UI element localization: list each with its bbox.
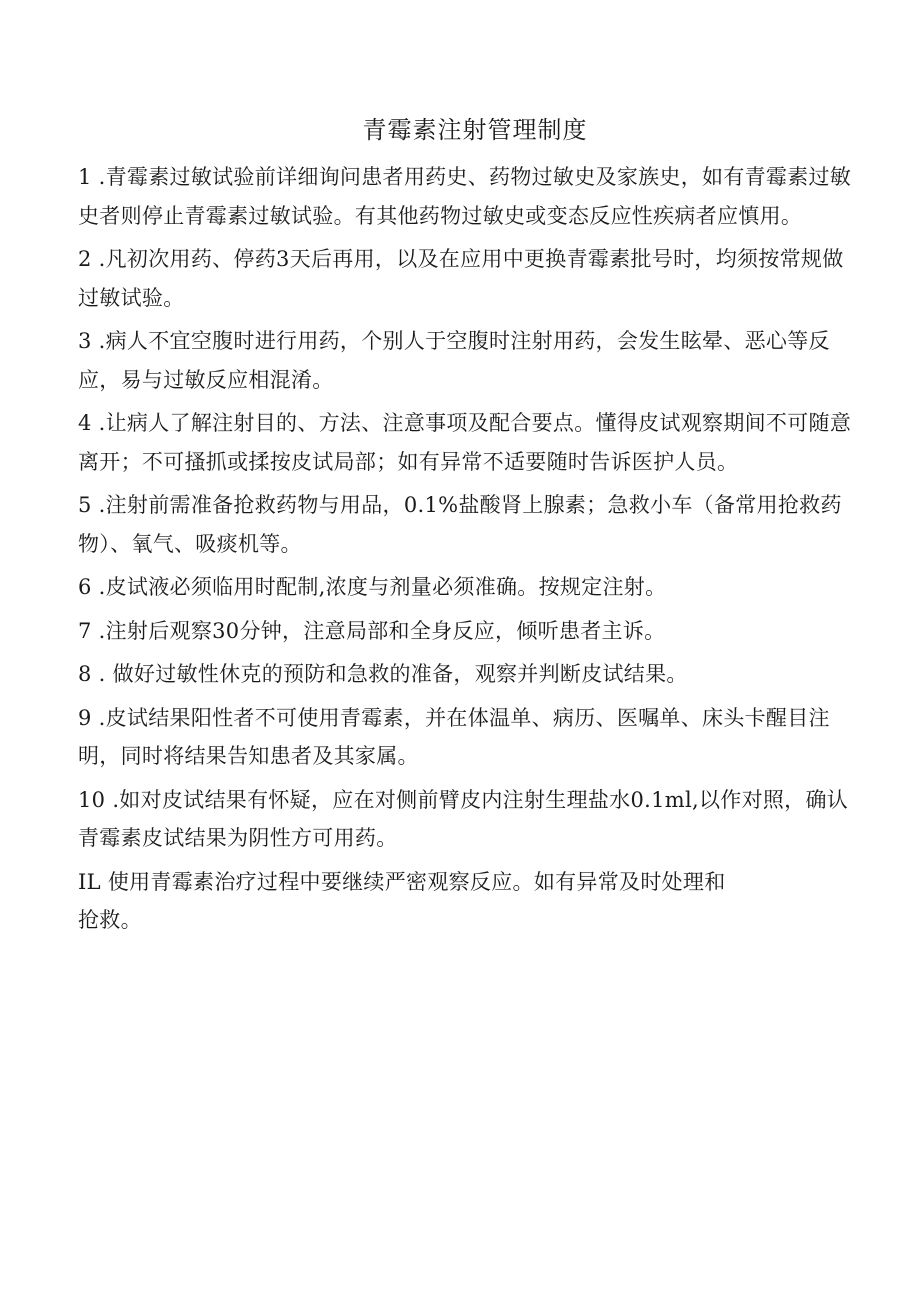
rule-number: 4 bbox=[78, 411, 92, 435]
rule-item-5 bbox=[78, 486, 860, 563]
rule-item-10 bbox=[78, 781, 860, 858]
rule-item-4 bbox=[78, 404, 860, 481]
rule-text: .皮试液必须临用时配制,浓度与剂量必须准确。按规定注射。 bbox=[98, 575, 667, 599]
rule-item-3 bbox=[78, 322, 860, 399]
rule-text: 使用青霉素治疗过程中要继续严密观察反应。如有异常及时处理和抢救。 bbox=[78, 869, 726, 932]
rule-number: 2 bbox=[78, 247, 92, 271]
rule-number: 10 bbox=[78, 787, 106, 812]
rule-number: 9 bbox=[78, 705, 92, 730]
document-title: 青霉素注射管理制度 bbox=[362, 116, 588, 144]
rule-number: 1 bbox=[78, 165, 92, 189]
rule-item-1 bbox=[78, 158, 860, 235]
rule-item-9 bbox=[78, 699, 860, 776]
rule-text: .皮试结果阳性者不可使用青霉素，并在体温单、病历、医嘱单、床头卡醒目注明，同时将结果告知患者及其家属。 bbox=[78, 705, 830, 768]
rule-number: 6 bbox=[78, 575, 92, 599]
rule-number: 7 bbox=[78, 618, 92, 643]
rule-number: 8 bbox=[78, 662, 92, 686]
rule-number: 3 bbox=[78, 329, 92, 353]
rule-item-6 bbox=[78, 568, 860, 607]
rule-item-11 bbox=[78, 863, 860, 940]
rule-text: .注射前需准备抢救药物与用品，0.1%盐酸肾上腺素；急救小车（备常用抢救药物）、氧气、吸痰机等。 bbox=[78, 493, 842, 556]
rule-text: .青霉素过敏试验前详细询问患者用药史、药物过敏史及家族史，如有青霉素过敏史者则停止青霉素过敏试验。有其他药物过敏史或变态反应性疾病者应慎用。 bbox=[78, 165, 852, 228]
rule-text: .凡初次用药、停药3天后再用，以及在应用中更换青霉素批号时，均须按常规做过敏试验。 bbox=[78, 247, 844, 310]
rule-text: .让病人了解注射目的、方法、注意事项及配合要点。懂得皮试观察期间不可随意离开；不可搔抓或揉按皮试局部；如有异常不适要随时告诉医护人员。 bbox=[78, 411, 852, 474]
rule-number: 5 bbox=[78, 493, 92, 517]
rule-item-2 bbox=[78, 240, 860, 317]
rule-text: . 做好过敏性休克的预防和急救的准备，观察并判断皮试结果。 bbox=[98, 662, 688, 686]
rule-text: .注射后观察30分钟，注意局部和全身反应，倾听患者主诉。 bbox=[98, 618, 666, 643]
rule-item-7 bbox=[78, 612, 860, 651]
rule-number: IL bbox=[78, 869, 101, 894]
rule-text: .病人不宜空腹时进行用药，个别人于空腹时注射用药，会发生眩晕、恶心等反应，易与过敏反应相混淆。 bbox=[78, 329, 830, 392]
rule-list bbox=[78, 158, 860, 940]
rule-item-8 bbox=[78, 655, 860, 694]
rule-text: .如对皮试结果有怀疑，应在对侧前臂皮内注射生理盐水0.1ml,以作对照，确认青霉素皮试结果为阴性方可用药。 bbox=[78, 787, 849, 850]
